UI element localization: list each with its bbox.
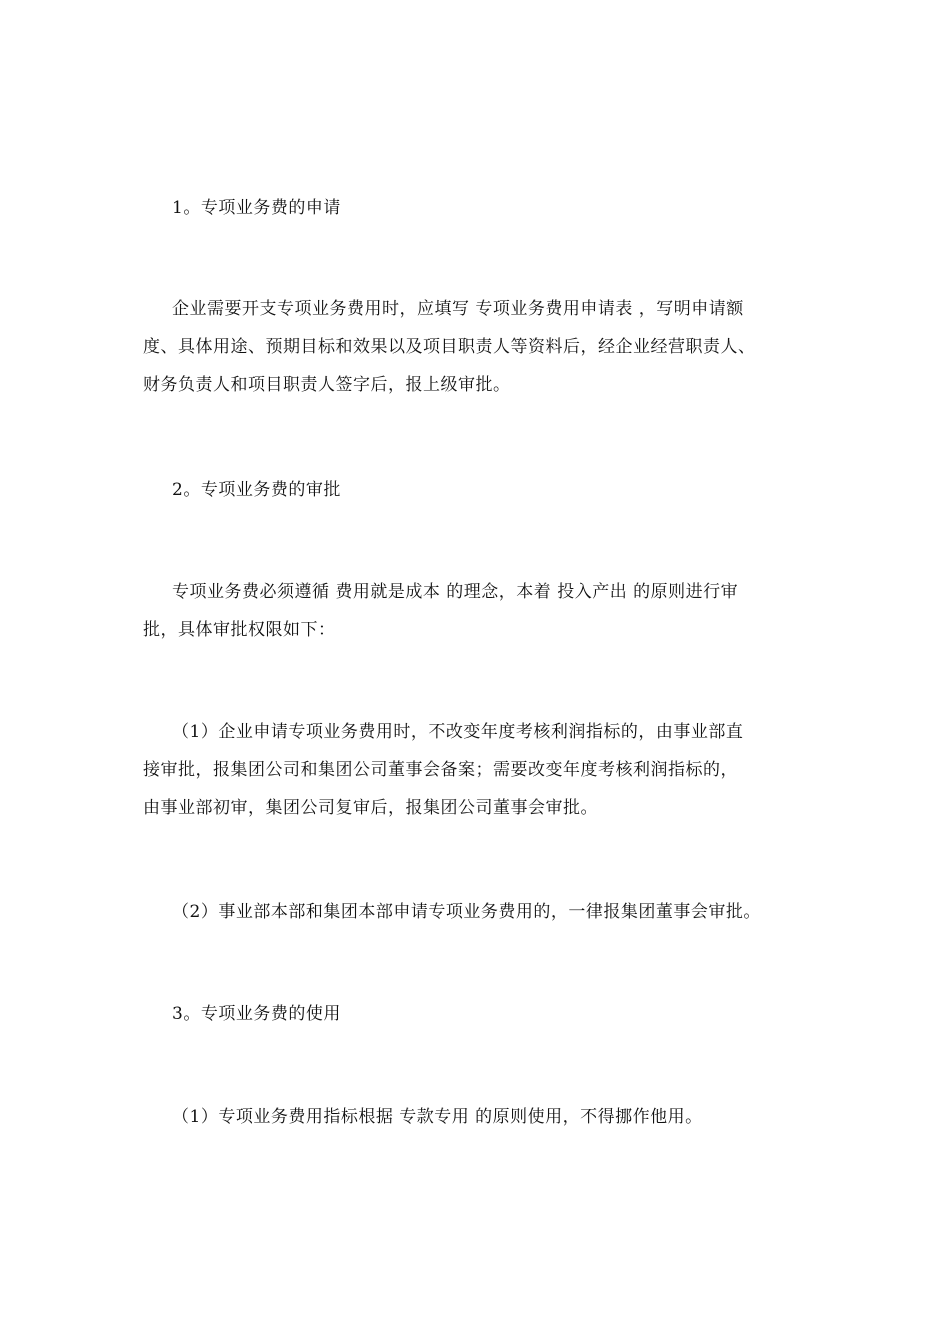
paragraph-line: （1）专项业务费用指标根据 专款专用 的原则使用，不得挪作他用。 xyxy=(172,1107,703,1127)
paragraph-line: 专项业务费必须遵循 费用就是成本 的理念，本着 投入产出 的原则进行审 xyxy=(172,582,739,602)
section-heading-approval: 2。专项业务费的审批 xyxy=(172,480,341,500)
paragraph-line: 企业需要开支专项业务费用时，应填写 专项业务费用申请表 ，写明申请额 xyxy=(172,299,744,319)
paragraph-line: 度、具体用途、预期目标和效果以及项目职责人等资料后，经企业经营职责人、 xyxy=(143,337,756,357)
paragraph-line: 由事业部初审，集团公司复审后，报集团公司董事会审批。 xyxy=(143,798,598,818)
section-heading-application: 1。专项业务费的申请 xyxy=(172,198,341,218)
paragraph-line: 批，具体审批权限如下： xyxy=(143,620,336,640)
paragraph-line: 财务负责人和项目职责人签字后，报上级审批。 xyxy=(143,375,511,395)
paragraph-line: （1）企业申请专项业务费用时，不改变年度考核利润指标的，由事业部直 xyxy=(172,722,744,742)
paragraph-line: 接审批，报集团公司和集团公司董事会备案；需要改变年度考核利润指标的， xyxy=(143,760,738,780)
section-heading-usage: 3。专项业务费的使用 xyxy=(172,1004,341,1024)
paragraph-line: （2）事业部本部和集团本部申请专项业务费用的，一律报集团董事会审批。 xyxy=(172,902,761,922)
